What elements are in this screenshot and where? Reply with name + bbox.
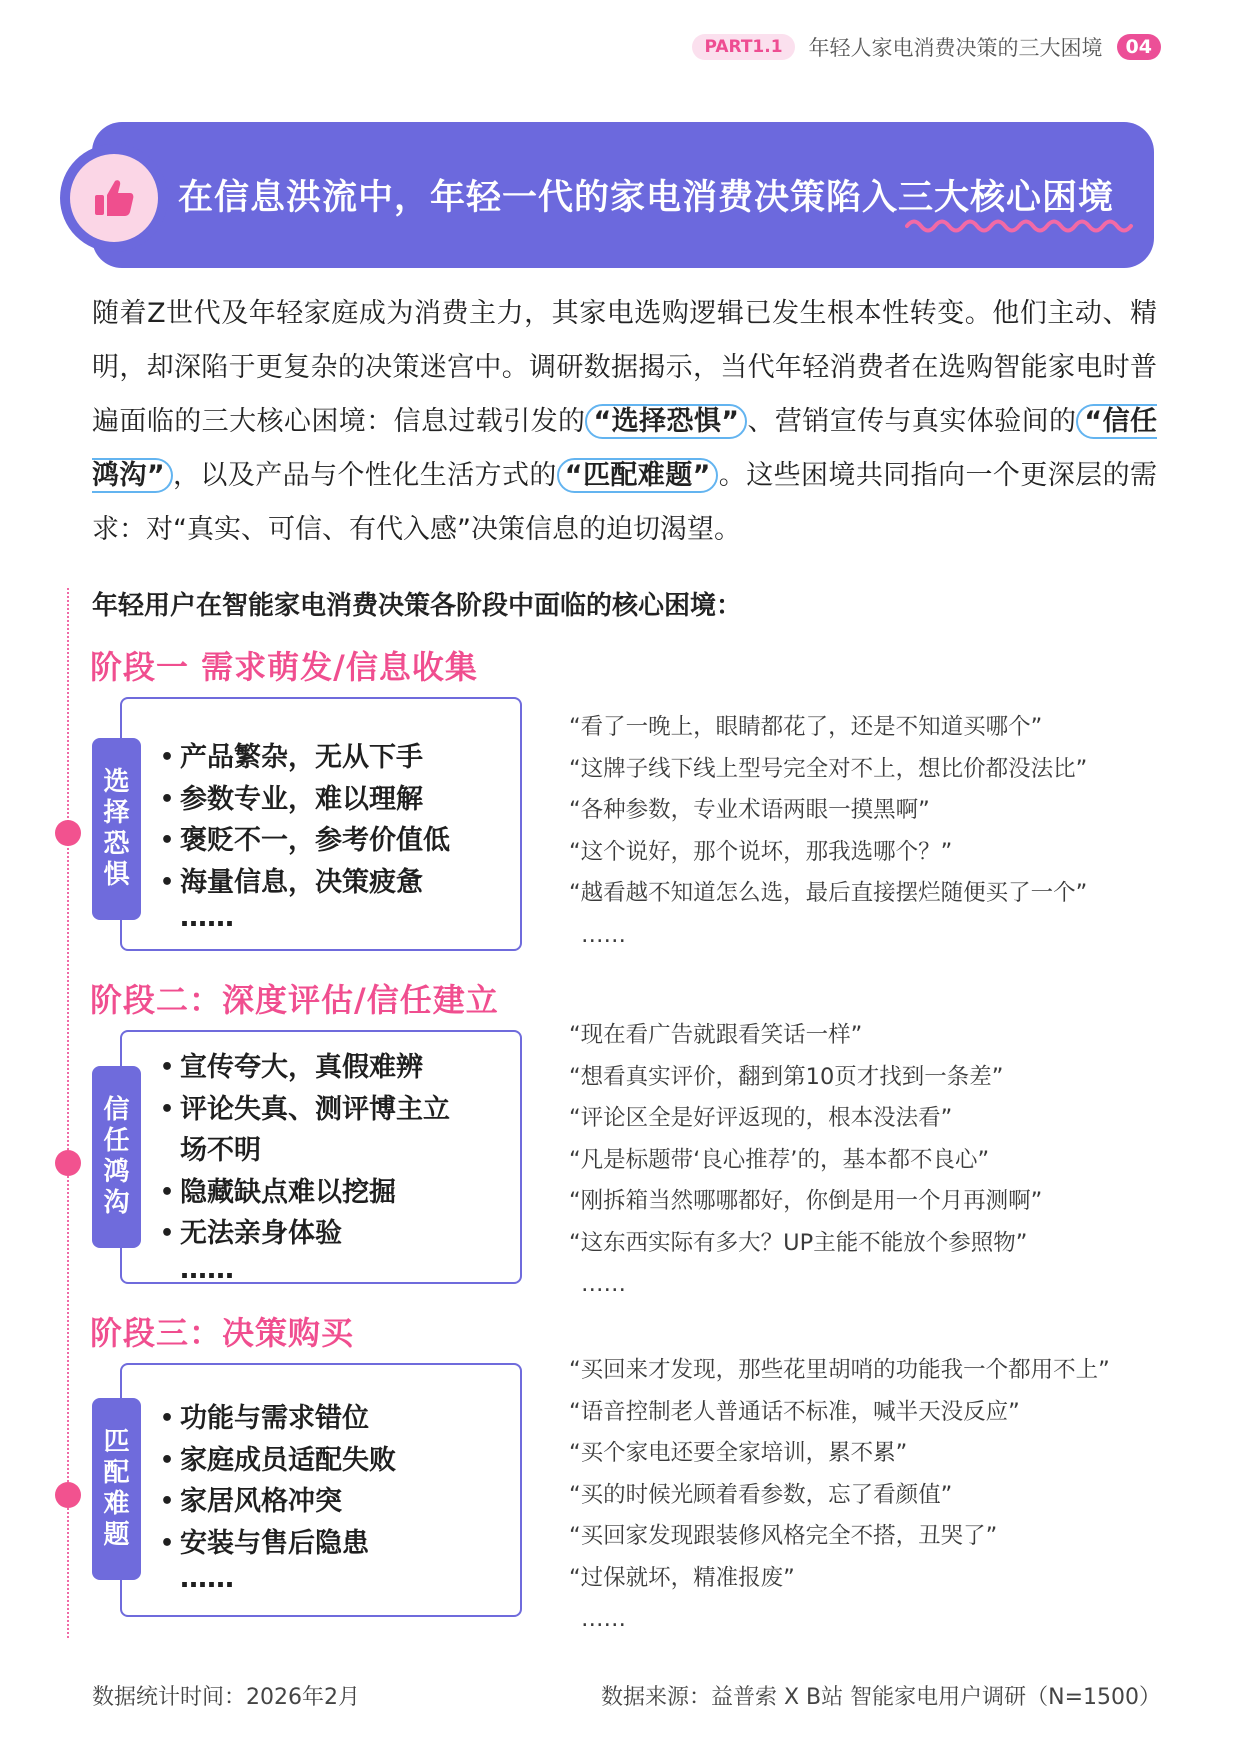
quote: “各种参数，专业术语两眼一摸黑啊”: [569, 797, 930, 823]
quote: “想看真实评价，翻到第10页才找到一条差”: [569, 1063, 1004, 1090]
quote: “语音控制老人普通话不标准，喊半天没反应”: [569, 1398, 1020, 1425]
quote: “现在看广告就跟看笑话一样”: [569, 1022, 863, 1048]
list-item: • 产品繁杂，无从下手: [160, 737, 490, 779]
list-item: • 宣传夸大，真假难辨: [160, 1047, 490, 1089]
list-item: • 海量信息，决策疲惫: [160, 862, 490, 904]
quote: “买回家发现跟装修风格完全不搭，丑哭了”: [569, 1523, 998, 1549]
stage-2-card: [120, 1030, 522, 1284]
stage-1-quotes: [569, 707, 1169, 956]
footer-date: 数据统计时间：2026年2月: [92, 1685, 360, 1710]
stage-1-card: [120, 697, 522, 951]
quote: “过保就坏，精准报废”: [569, 1564, 795, 1591]
intro-text-2: 、营销宣传与真实体验间的: [747, 406, 1077, 437]
quote: “看了一晚上，眼睛都花了，还是不知道买哪个”: [569, 714, 1043, 740]
banner-title: 在信息洪流中，年轻一代的家电消费决策陷入三大核心困境: [178, 178, 1115, 218]
list-more: ……: [180, 1563, 234, 1594]
page-header: [692, 32, 1161, 62]
quote: “刚拆箱当然哪哪都好，你倒是用一个月再测啊”: [569, 1188, 1043, 1214]
quote: “评论区全是好评返现的，根本没法看”: [569, 1105, 953, 1131]
stage-2-label: 信任鸿沟: [92, 1066, 141, 1248]
stage-3-label: 匹配难题: [92, 1398, 141, 1580]
quote: “买的时候光顾着看参数，忘了看颜值”: [569, 1481, 953, 1508]
quote: “凡是标题带‘良心推荐’的，基本都不良心”: [569, 1146, 990, 1173]
stage-3-title: 阶段三：决策购买: [90, 1314, 355, 1352]
quote: “这牌子线下线上型号完全对不上，想比价都没法比”: [569, 755, 1088, 782]
quote: “买回来才发现，那些花里胡哨的功能我一个都用不上”: [569, 1357, 1110, 1383]
highlight-choice-fear: “选择恐惧”: [585, 404, 747, 439]
stage-3-quotes: [569, 1350, 1169, 1641]
list-item: • 功能与需求错位: [160, 1398, 490, 1440]
highlight-match-problem: “匹配难题”: [557, 458, 719, 493]
list-more: ……: [180, 902, 234, 933]
intro-text-4: 。这些困境共同指向一个更深层的需求：对“真实、可信、有代入感”决策信息的迫切渴望。: [92, 460, 1157, 545]
list-item: • 家居风格冲突: [160, 1481, 490, 1523]
quote: “这东西实际有多大？UP主能不能放个参照物”: [569, 1229, 1028, 1256]
part-tag: PART1.1: [692, 34, 794, 60]
quote: “买个家电还要全家培训，累不累”: [569, 1440, 908, 1466]
list-item-continued: 场不明: [180, 1135, 261, 1166]
list-item: • 隐藏缺点难以挖掘: [160, 1172, 490, 1214]
section-subheading: 年轻用户在智能家电消费决策各阶段中面临的核心困境：: [92, 591, 743, 621]
header-title: 年轻人家电消费决策的三大困境: [808, 36, 1103, 60]
quote: “这个说好，那个说坏，那我选哪个？”: [569, 838, 953, 865]
list-more: ……: [180, 1253, 234, 1285]
list-item: • 无法亲身体验: [160, 1213, 490, 1255]
list-item: • 评论失真、测评博主立: [160, 1089, 490, 1131]
stage-3-card: [120, 1363, 522, 1617]
list-item: • 参数专业，难以理解: [160, 779, 490, 821]
timeline-dot: [55, 1150, 81, 1176]
list-item: • 家庭成员适配失败: [160, 1440, 490, 1482]
quotes-more: ……: [581, 921, 626, 948]
timeline-line: [67, 588, 69, 1638]
stage-2-quotes: [569, 1015, 1169, 1306]
quotes-more: ……: [581, 1606, 626, 1632]
intro-text-1: 随着Z世代及年轻家庭成为消费主力，其家电选购逻辑已发生根本性转变。他们主动、精明，却深陷于更复杂的决策迷宫中。调研数据揭示，当代年轻消费者在选购智能家电时普遍面临的三大核心困境：信息过载引发的: [92, 298, 1157, 437]
footer-source: 数据来源：益普索 X B站 智能家电用户调研（N=1500）: [600, 1685, 1161, 1710]
timeline-dot: [55, 820, 81, 846]
quote: “越看越不知道怎么选，最后直接摆烂随便买了一个”: [569, 880, 1088, 906]
stage-2-title: 阶段二：深度评估/信任建立: [90, 981, 499, 1019]
intro-text-3: ，以及产品与个性化生活方式的: [172, 460, 557, 491]
list-item: • 褒贬不一，参考价值低: [160, 820, 490, 862]
stage-1-label: 选择恐惧: [92, 738, 141, 920]
thumbs-up-icon: [70, 154, 158, 242]
quotes-more: ……: [581, 1271, 626, 1297]
page-number: 04: [1117, 34, 1161, 60]
squiggle-underline: [905, 216, 1137, 236]
list-item: • 安装与售后隐患: [160, 1523, 490, 1565]
intro-paragraph: [92, 287, 1157, 557]
timeline-dot: [55, 1482, 81, 1508]
highlight-trust-gap: “信任鸿沟”: [92, 406, 1157, 491]
stage-1-title: 阶段一 需求萌发/信息收集: [90, 648, 478, 686]
